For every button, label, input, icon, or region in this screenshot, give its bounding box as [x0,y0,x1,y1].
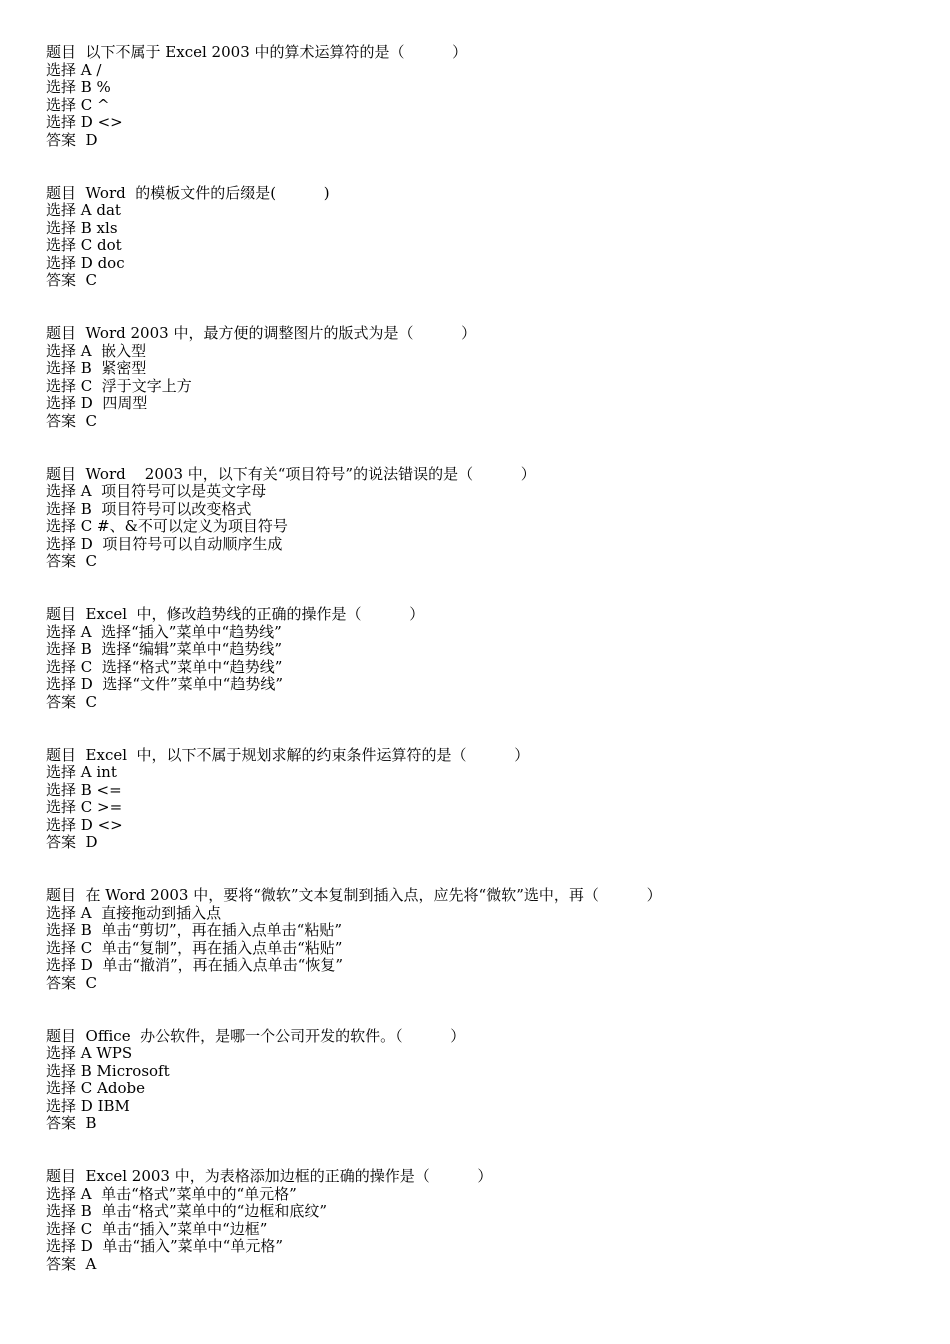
question-title: 题目 Excel 2003 中，为表格添加边框的正确的操作是（ ） [46,1167,493,1185]
option-b: 选择 B 单击“格式”菜单中的“边框和底纹” [46,1202,328,1221]
option-b: 选择 B 单击“剪切”，再在插入点单击“粘贴” [46,921,343,940]
question-block [46,466,926,607]
option-b: 选择 B Microsoft [46,1061,170,1080]
answer-line: 答案 C [46,973,98,992]
option-c: 选择 C ^ [46,95,110,114]
option-a: 选择 A dat [46,201,121,220]
option-a: 选择 A 单击“格式”菜单中的“单元格” [46,1184,297,1203]
question-block [46,1028,926,1169]
option-d: 选择 D 四周型 [46,394,148,413]
option-c: 选择 C 单击“复制”，再在插入点单击“粘贴” [46,938,343,957]
option-b: 选择 B % [46,78,111,97]
option-a: 选择 A 选择“插入”菜单中“趋势线” [46,622,282,641]
option-c: 选择 C Adobe [46,1079,145,1098]
option-d: 选择 D <> [46,815,123,834]
question-block [46,44,926,185]
option-c: 选择 C >= [46,798,123,817]
option-b: 选择 B <= [46,780,122,799]
option-c: 选择 C dot [46,236,122,255]
option-c: 选择 C 选择“格式”菜单中“趋势线” [46,657,283,676]
option-a: 选择 A / [46,60,102,79]
question-title: 题目 Office 办公软件，是哪一个公司开发的软件。（ ） [46,1026,466,1045]
answer-line: 答案 B [46,1114,97,1133]
option-d: 选择 D 项目符号可以自动顺序生成 [46,534,283,553]
option-d: 选择 D IBM [46,1096,130,1115]
answer-line: 答案 C [46,271,98,290]
question-block [46,325,926,466]
question-title: 题目 在 Word 2003 中，要将“微软”文本复制到插入点，应先将“微软”选中，再（ ） [46,886,662,904]
option-b: 选择 B xls [46,218,118,237]
option-a: 选择 A int [46,763,117,782]
option-c: 选择 C #、&不可以定义为项目符号 [46,517,288,536]
option-b: 选择 B 项目符号可以改变格式 [46,499,252,518]
option-d: 选择 D <> [46,113,123,132]
answer-line: 答案 A [46,1254,97,1273]
question-block [46,185,926,326]
option-d: 选择 D 单击“撤消”，再在插入点单击“恢复” [46,956,344,975]
question-block [46,747,926,888]
question-list [46,44,926,1309]
answer-line: 答案 C [46,692,98,711]
question-title: 题目 Excel 中，修改趋势线的正确的操作是（ ） [46,605,425,623]
question-title: 题目 Word 2003 中，最方便的调整图片的版式为是（ ） [46,324,477,342]
option-d: 选择 D doc [46,253,125,272]
option-d: 选择 D 单击“插入”菜单中“单元格” [46,1237,284,1256]
option-a: 选择 A WPS [46,1044,133,1063]
option-a: 选择 A 项目符号可以是英文字母 [46,482,267,501]
option-b: 选择 B 紧密型 [46,359,147,378]
option-b: 选择 B 选择“编辑”菜单中“趋势线” [46,640,283,659]
option-a: 选择 A 直接拖动到插入点 [46,903,222,922]
question-block [46,606,926,747]
option-a: 选择 A 嵌入型 [46,341,147,360]
answer-line: 答案 C [46,411,98,430]
option-c: 选择 C 浮于文字上方 [46,376,192,395]
question-block [46,1168,926,1309]
question-title: 题目 Excel 中，以下不属于规划求解的约束条件运算符的是（ ） [46,745,530,764]
question-title: 题目 Word 2003 中，以下有关“项目符号”的说法错误的是（ ） [46,464,536,483]
answer-line: 答案 D [46,130,98,149]
question-title: 题目 以下不属于 Excel 2003 中的算术运算符的是（ ） [46,43,468,61]
question-block [46,887,926,1028]
question-title: 题目 Word 的模板文件的后缀是( ) [46,183,330,202]
answer-line: 答案 D [46,833,98,852]
answer-line: 答案 C [46,552,98,571]
option-d: 选择 D 选择“文件”菜单中“趋势线” [46,675,284,694]
option-c: 选择 C 单击“插入”菜单中“边框” [46,1219,268,1238]
